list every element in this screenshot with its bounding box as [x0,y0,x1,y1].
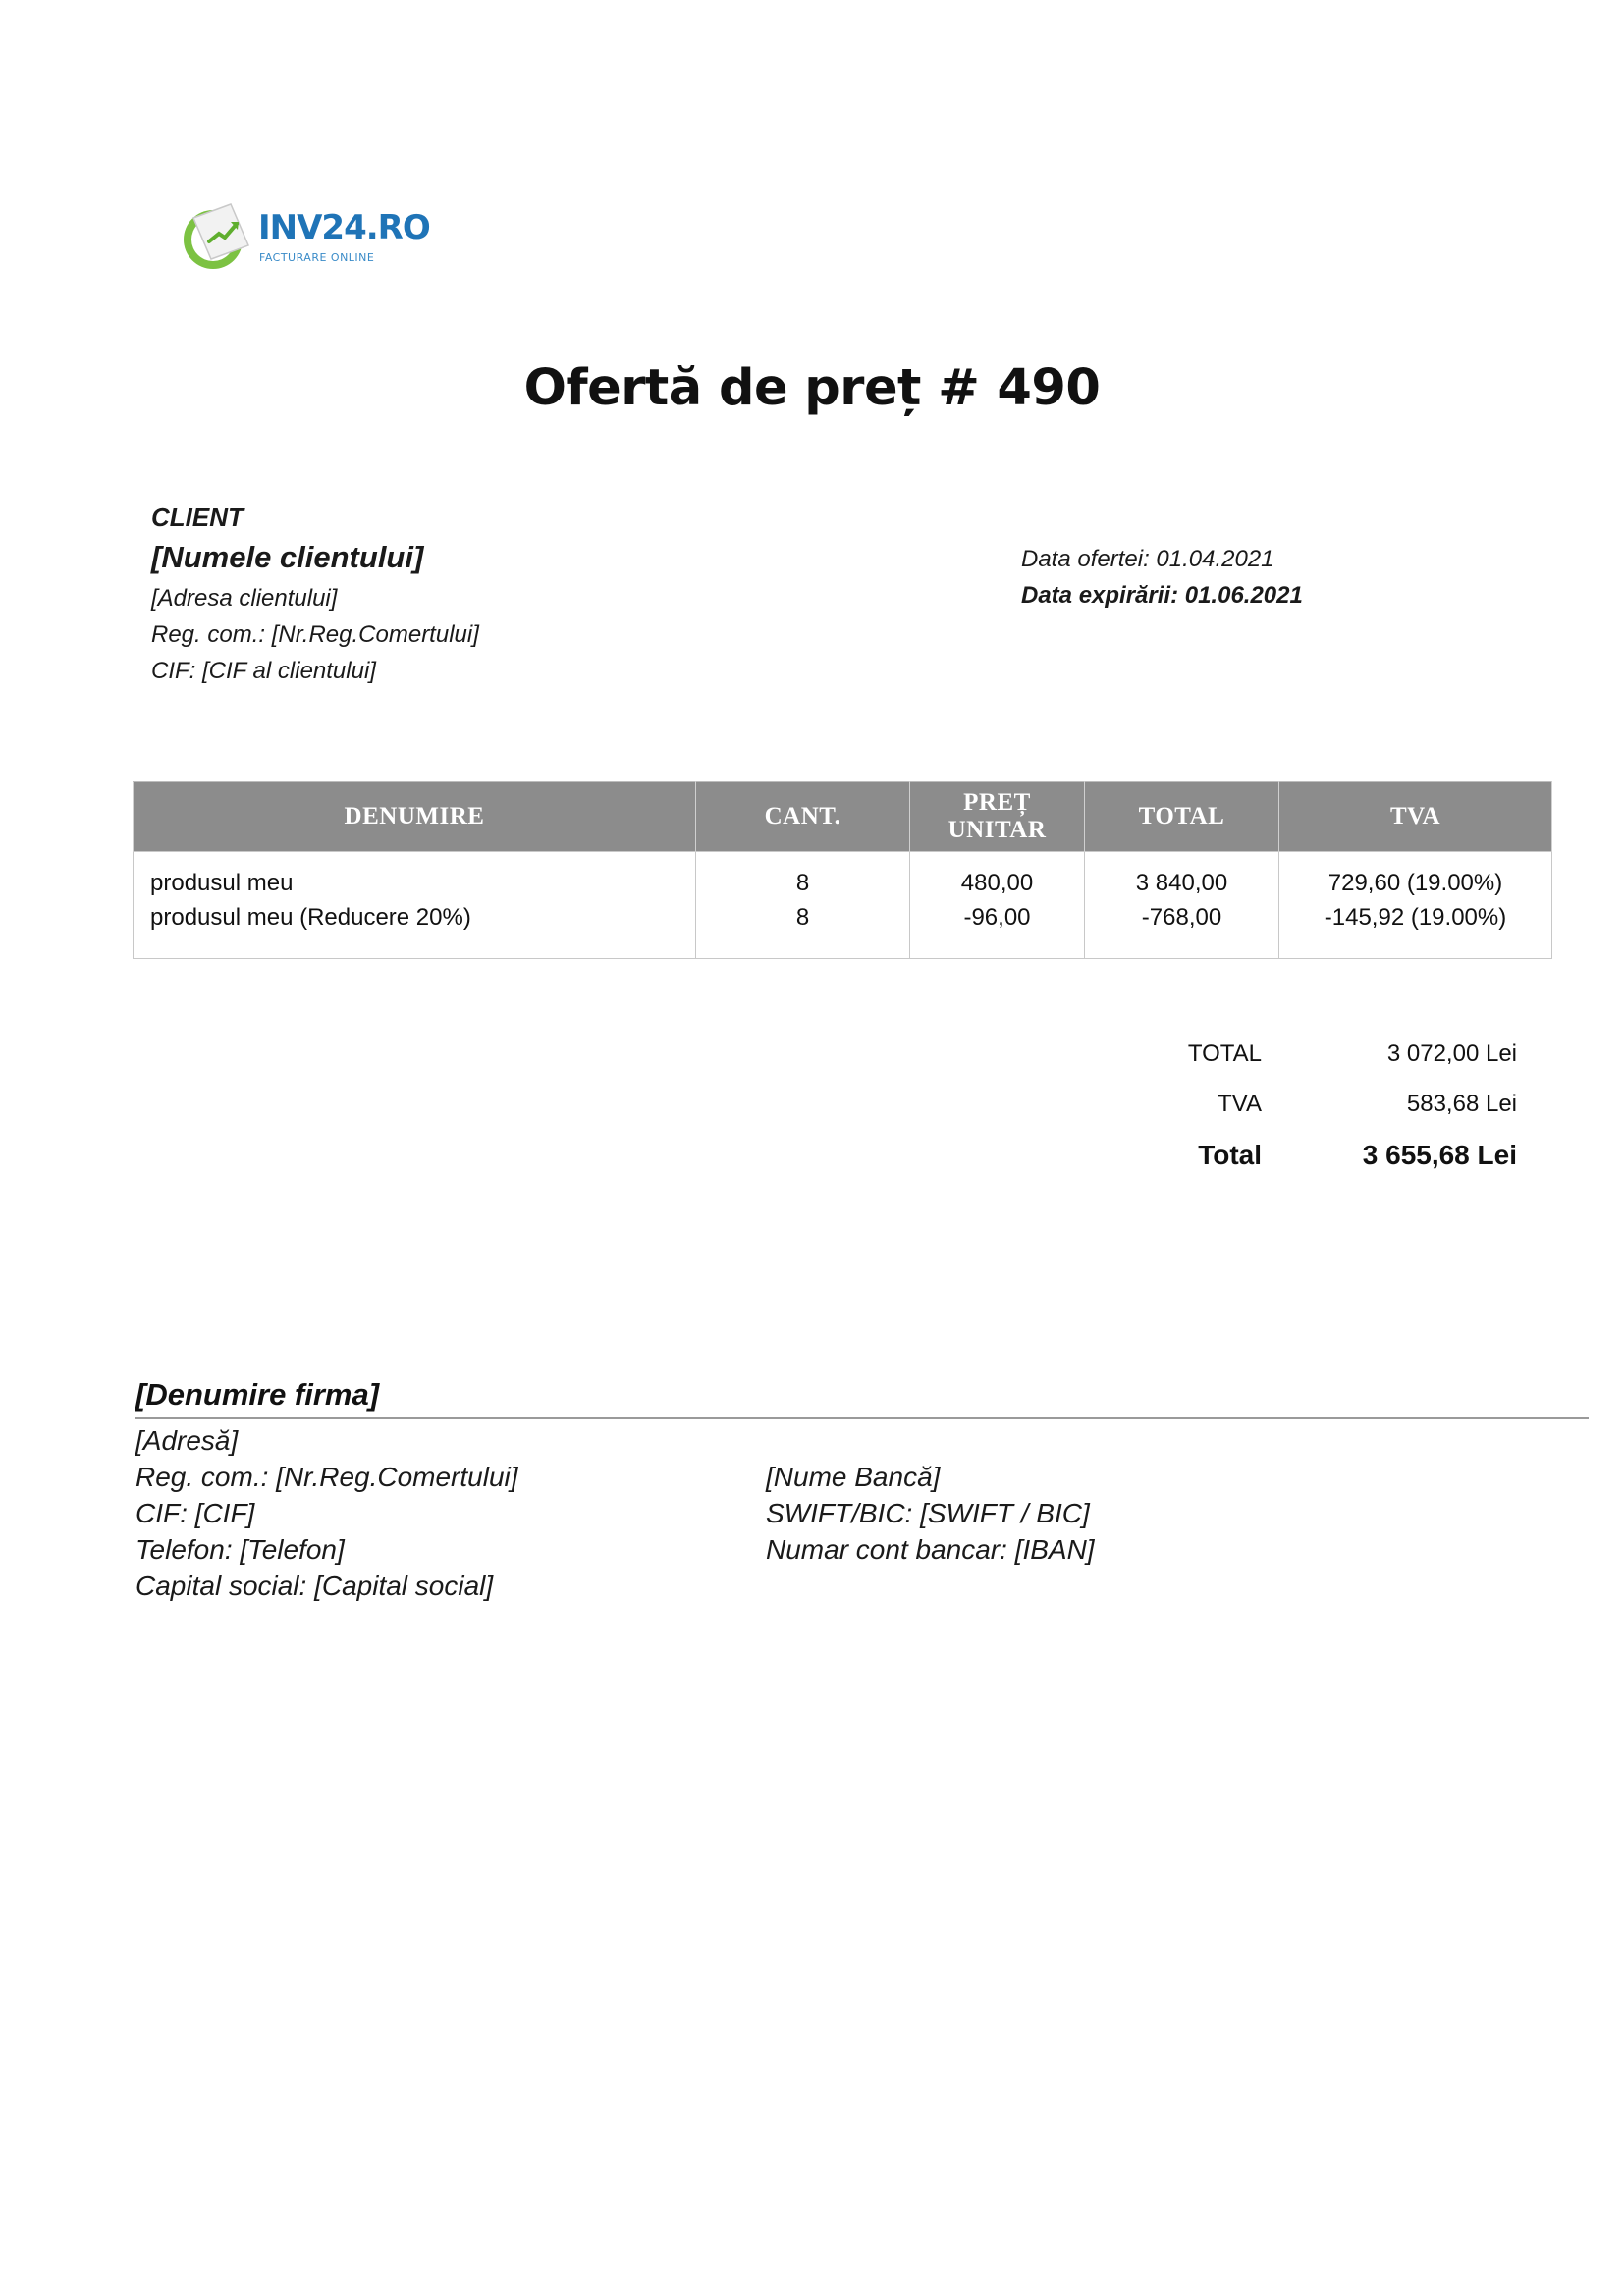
company-swift: SWIFT/BIC: [SWIFT / BIC] [766,1498,1090,1528]
client-name: [Numele clientului] [151,540,424,574]
document-title-label: Ofertă de preț # [523,359,980,417]
subtotal-value: 3 072,00 Lei [1386,1041,1517,1067]
item-unit-price: -96,00 [963,904,1031,931]
client-cif: CIF: [CIF al clientului] [151,658,376,684]
item-vat-cell [1279,852,1552,959]
logo-emblem-icon [180,200,254,271]
item-names-cell [134,852,696,959]
company-logo [180,200,430,271]
item-quantity: 8 [795,870,810,896]
expiry-date: Data expirării: 01.06.2021 [1021,582,1303,609]
company-name: [Denumire firma] [135,1377,380,1412]
column-header-total: TOTAL [1085,782,1279,852]
logo-brand-text: INV24.RO [258,208,430,247]
item-quantity: 8 [795,904,810,931]
column-header-vat: TVA [1279,782,1552,852]
item-name: produsul meu (Reducere 20%) [150,904,471,931]
item-total: 3 840,00 [1135,870,1228,896]
items-table [133,781,1552,959]
column-header-quantity: CANT. [696,782,910,852]
table-row [134,852,1552,959]
client-address: [Adresa clientului] [151,585,338,612]
document-title [0,359,1624,417]
column-header-unit-price-line1: PREȚ [963,789,1031,816]
grand-total-label: Total [1198,1140,1262,1170]
column-header-unit-price-line2: UNITAR [947,817,1047,843]
subtotal-label: TOTAL [1187,1041,1262,1067]
vat-total-label: TVA [1218,1091,1262,1117]
client-reg-number: Reg. com.: [Nr.Reg.Comertului] [151,621,479,648]
company-capital: Capital social: [Capital social] [135,1571,494,1601]
grand-total-value: 3 655,68 Lei [1362,1140,1517,1170]
item-totals-cell [1085,852,1279,959]
column-header-name: DENUMIRE [134,782,696,852]
table-header-row [134,782,1552,852]
vat-total-value: 583,68 Lei [1406,1091,1517,1117]
offer-date: Data ofertei: 01.04.2021 [1021,546,1274,572]
item-unit-prices-cell [910,852,1085,959]
item-vat: -145,92 (19.00%) [1324,904,1507,931]
item-name: produsul meu [150,870,294,896]
logo-tagline: FACTURARE ONLINE [259,251,375,264]
item-quantities-cell [696,852,910,959]
column-header-unit-price [910,782,1085,852]
company-address: [Adresă] [135,1425,239,1456]
company-reg-number: Reg. com.: [Nr.Reg.Comertului] [135,1462,518,1492]
company-cif: CIF: [CIF] [135,1498,255,1528]
item-unit-price: 480,00 [960,870,1034,896]
company-divider [135,1417,1589,1419]
company-bank-name: [Nume Bancă] [766,1462,941,1492]
client-label: CLIENT [151,503,244,532]
offer-number: 490 [997,359,1101,417]
item-total: -768,00 [1141,904,1222,931]
item-vat: 729,60 (19.00%) [1327,870,1503,896]
company-iban: Numar cont bancar: [IBAN] [766,1534,1095,1565]
company-phone: Telefon: [Telefon] [135,1534,345,1565]
